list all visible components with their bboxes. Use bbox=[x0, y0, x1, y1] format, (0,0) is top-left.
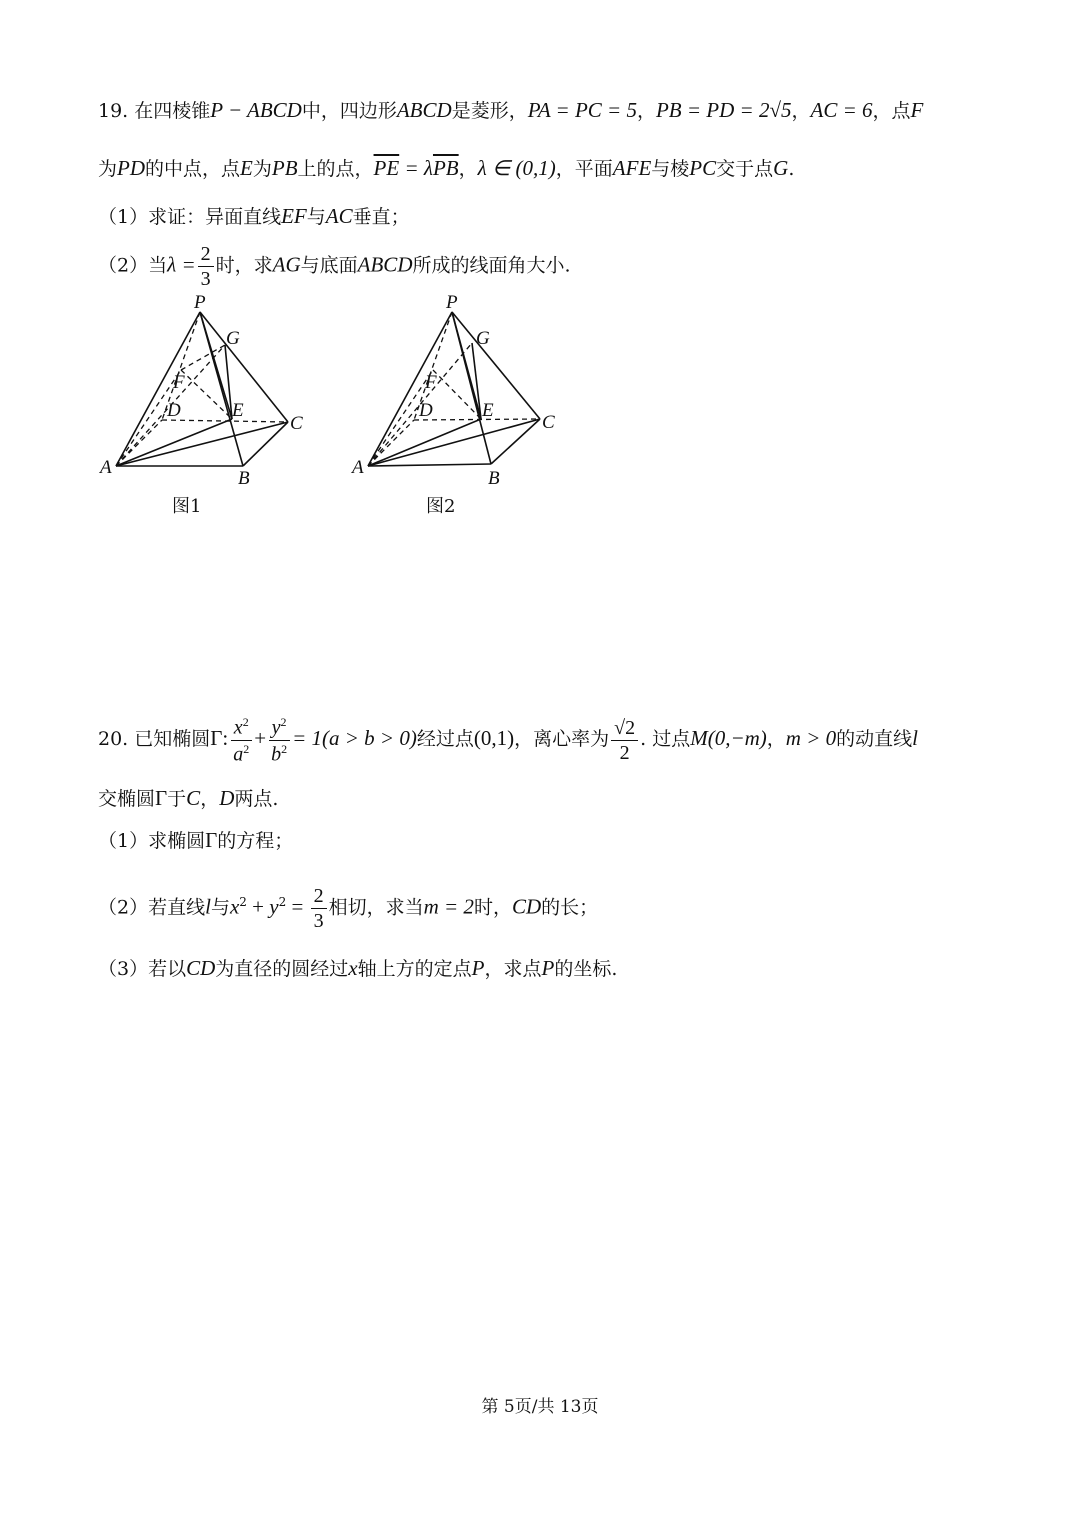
fig2-label-B: B bbox=[488, 468, 500, 489]
fig2-solid-edges bbox=[368, 312, 540, 466]
fig2-label-F: F bbox=[425, 372, 437, 393]
fig2-label-G: G bbox=[476, 328, 490, 349]
fig2-label-A: A bbox=[352, 457, 364, 478]
fig1-label-D: D bbox=[167, 400, 181, 421]
fig2-label-C: C bbox=[542, 412, 555, 433]
lambda-fraction: $\frac{2}{3}$ bbox=[198, 244, 214, 289]
ellipse-y-term: $\frac{y^2}{b^2}$ bbox=[268, 716, 290, 764]
fig1-label-B: B bbox=[238, 468, 250, 489]
q19-part1: （1）求证：异面直线EF与AC垂直； bbox=[98, 204, 410, 228]
figure-2 bbox=[348, 292, 588, 492]
eccentricity-fraction: $\frac{√2}{2}$ bbox=[611, 718, 638, 763]
q20-line2: 交椭圆Γ于C，D两点. bbox=[98, 786, 279, 810]
fig2-label-E: E bbox=[482, 400, 494, 421]
fig1-label-A: A bbox=[100, 457, 112, 478]
fig1-label-C: C bbox=[290, 413, 303, 434]
q20-part3: （3）若以CD为直径的圆经过x轴上方的定点P，求点P的坐标. bbox=[98, 956, 618, 980]
q20-line1: 20. 已知椭圆Γ: $\frac{x^2}{a^2}$ + $\frac{y^2}{b^2}$ = 1(a > b > 0)经过点(0,1)，离心率为 $\frac{√2}{2}$ . 过点M(0,−m)，m > 0的动直线l bbox=[98, 715, 918, 766]
figure-1 bbox=[96, 292, 336, 492]
q20-part1: （1）求椭圆Γ的方程； bbox=[98, 828, 294, 852]
q19-part2: （2）当λ = $\frac{2}{3}$ 时，求AG与底面ABCD所成的线面角大小. bbox=[98, 243, 571, 290]
fig1-solid-edges bbox=[116, 312, 288, 466]
q19-line2: 为PD的中点，点E为PB上的点，$\overline{PE} = \lambda\overline{PB}$，λ ∈ (0,1)，平面AFE与棱PC交于点G. bbox=[98, 156, 795, 180]
fig2-caption: 图2 bbox=[426, 496, 456, 517]
fig2-label-P: P bbox=[446, 292, 458, 313]
fig1-label-P: P bbox=[194, 292, 206, 313]
page-footer: 第 5页/共 13页 bbox=[481, 1397, 599, 1417]
q20-part2: （2）若直线l与$x^2 + y^2$ = $\frac{2}{3}$ 相切，求当m = 2时，CD的长； bbox=[98, 885, 599, 932]
q19-line1: 19. 在四棱锥P − ABCD中，四边形ABCD是菱形，PA = PC = 5，PB = PD = 2√5，AC = 6，点F bbox=[98, 98, 924, 122]
fig1-label-E: E bbox=[232, 400, 244, 421]
fig1-label-G: G bbox=[226, 328, 240, 349]
fig1-caption: 图1 bbox=[172, 496, 202, 517]
fig2-label-D: D bbox=[419, 400, 433, 421]
fig1-label-F: F bbox=[173, 372, 185, 393]
radius-fraction: $\frac{2}{3}$ bbox=[311, 886, 327, 931]
ellipse-x-term: $\frac{x^2}{a^2}$ bbox=[230, 716, 252, 764]
